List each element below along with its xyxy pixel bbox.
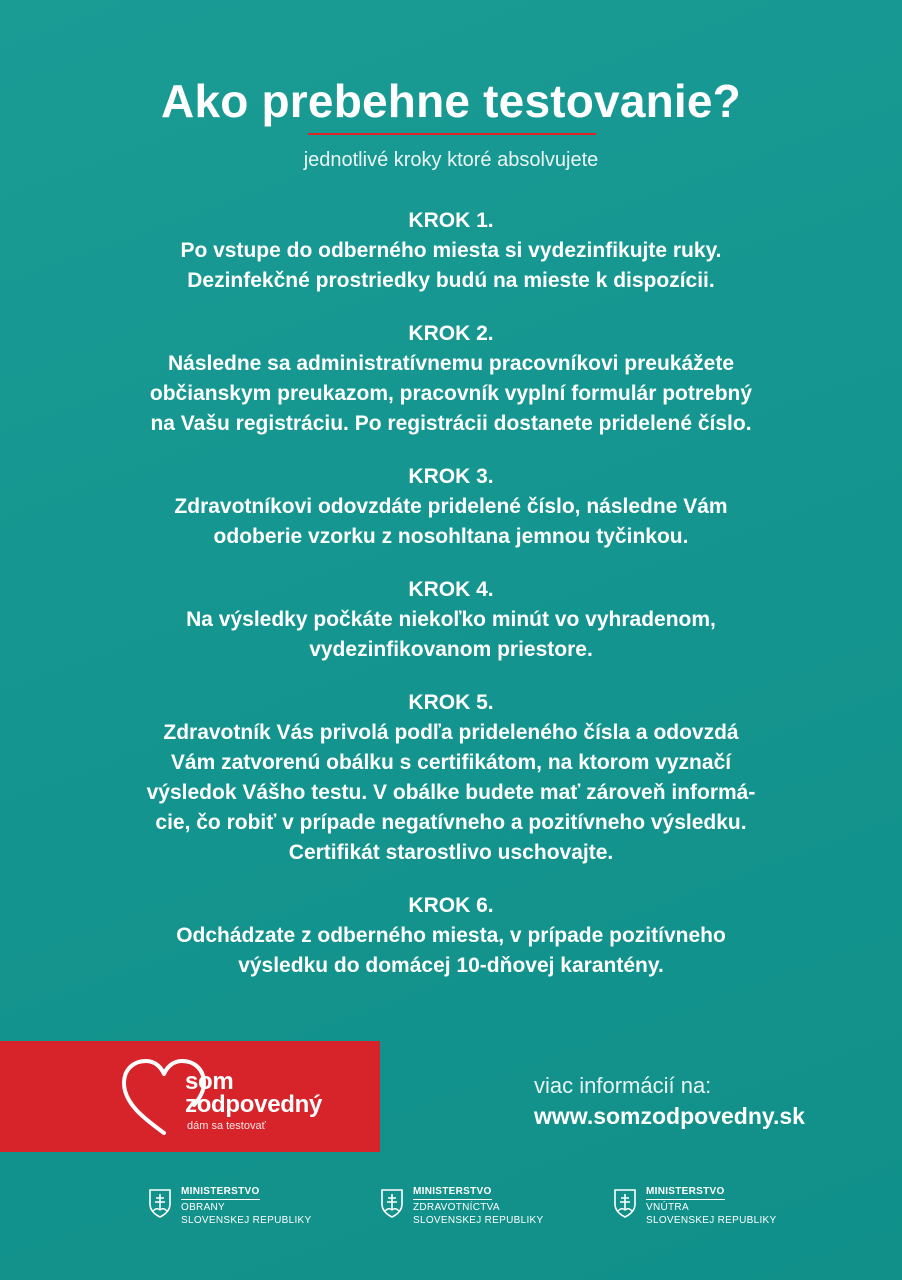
slovak-crest-icon xyxy=(613,1188,637,1218)
step-text: Zdravotník Vás privolá podľa prideleného čísla a odovzdá Vám zatvorenú obálku s certifikátom, na ktorom vyznačí výsledok Vášho testu. V obálke budete mať zároveň informá- cie, čo robiť v prípade negatívneho a pozitívneho výsledku. Certifikát starostlivo uschovajte. xyxy=(146,721,756,864)
step-text: Po vstupe do odberného miesta si vydezinfikujte ruky. Dezinfekčné prostriedky budú na mieste k dispozícii. xyxy=(180,239,722,292)
page-title: Ako prebehne testovanie? xyxy=(161,75,741,127)
ministry-heading: MINISTERSTVO xyxy=(646,1186,725,1200)
ministry-health-logo xyxy=(380,1186,580,1230)
step-text: Odchádzate z odberného miesta, v prípade pozitívneho výsledku do domácej 10-dňovej karantény. xyxy=(176,924,726,977)
step-text: Zdravotníkovi odovzdáte pridelené číslo, následne Vám odoberie vzorku z nosohltana jemnou tyčinkou. xyxy=(174,495,728,548)
ministry-heading: MINISTERSTVO xyxy=(181,1186,260,1200)
step-label: KROK 1. xyxy=(408,209,494,232)
slovak-crest-icon xyxy=(380,1188,404,1218)
step-4 xyxy=(60,575,842,665)
step-text: Následne sa administratívnemu pracovníkovi preukážete občianskym preukazom, pracovník vyplní formulár potrebný na Vašu registráciu. Po registrácii dostanete pridelené číslo. xyxy=(149,352,753,435)
step-label: KROK 4. xyxy=(408,578,494,601)
step-label: KROK 3. xyxy=(408,465,494,488)
brand-tagline: dám sa testovať xyxy=(187,1120,266,1132)
ministry-heading: MINISTERSTVO xyxy=(413,1186,492,1200)
step-text: Na výsledky počkáte niekoľko minút vo vyhradenom, vydezinfikovanom priestore. xyxy=(186,608,716,661)
brand-name-line2: zodpovedný xyxy=(185,1091,323,1118)
website-link[interactable]: www.somzodpovedny.sk xyxy=(534,1103,805,1129)
ministry-name: ZDRAVOTNÍCTVA xyxy=(413,1202,500,1213)
step-2 xyxy=(60,319,842,439)
ministry-interior-logo xyxy=(613,1186,813,1230)
more-info-label: viac informácií na: xyxy=(534,1073,712,1098)
step-6 xyxy=(60,891,842,981)
step-1 xyxy=(60,206,842,296)
brand-name-line1: som xyxy=(185,1068,234,1095)
page-subtitle: jednotlivé kroky ktoré absolvujete xyxy=(303,149,599,171)
ministry-name: OBRANY xyxy=(181,1202,226,1213)
ministry-country: SLOVENSKEJ REPUBLIKY xyxy=(181,1215,312,1226)
slovak-crest-icon xyxy=(148,1188,172,1218)
step-5 xyxy=(60,688,842,868)
brand-logo-panel xyxy=(0,1041,380,1152)
ministry-defence-logo xyxy=(148,1186,348,1230)
ministry-name: VNÚTRA xyxy=(646,1202,689,1213)
step-3 xyxy=(60,462,842,552)
step-label: KROK 6. xyxy=(408,894,494,917)
step-label: KROK 5. xyxy=(408,691,494,714)
ministry-country: SLOVENSKEJ REPUBLIKY xyxy=(646,1215,777,1226)
steps-list xyxy=(60,206,842,1004)
step-label: KROK 2. xyxy=(408,322,494,345)
ministry-country: SLOVENSKEJ REPUBLIKY xyxy=(413,1215,544,1226)
title-underline xyxy=(308,133,596,135)
